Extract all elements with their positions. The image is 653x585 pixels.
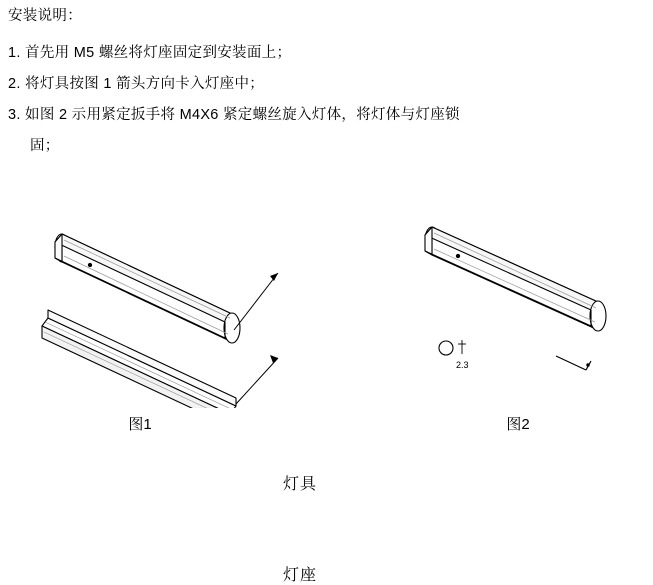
figure-2 — [390, 218, 640, 408]
step-3-number: 3. — [8, 107, 21, 123]
instruction-step-2 — [8, 69, 638, 100]
dimension-label: 2.3 — [456, 360, 469, 370]
step-2-text: 将灯具按图 1 箭头方向卡入灯座中； — [25, 76, 265, 92]
step-3-text: 如图 2 示用紧定扳手将 M4X6 紧定螺丝旋入灯体，将灯体与灯座锁 — [25, 107, 460, 123]
figure-1-caption: 图1 — [128, 416, 152, 433]
callout-base: 灯座 — [283, 567, 318, 584]
step-1-text: 首先用 M5 螺丝将灯座固定到安装面上； — [25, 45, 292, 61]
instructions-text-block — [8, 6, 638, 162]
leader-line-base — [236, 358, 278, 404]
figure-1-drawing — [20, 218, 360, 408]
step-2-number: 2. — [8, 76, 21, 92]
leader-line-lamp — [234, 273, 278, 330]
step-1-number: 1. — [8, 45, 21, 61]
figure-2-caption: 图2 — [506, 416, 530, 433]
leader-arrow-base — [270, 355, 278, 363]
instruction-step-3 — [8, 100, 628, 162]
figure-2-drawing — [390, 218, 640, 408]
figures-area — [0, 218, 653, 584]
leader-arrow-lamp — [270, 273, 278, 281]
figure-1 — [20, 218, 350, 408]
step-3-continuation: 固； — [30, 138, 60, 154]
instruction-step-1 — [8, 38, 638, 69]
callout-lamp: 灯具 — [283, 476, 318, 493]
page-title: 安装说明： — [8, 8, 82, 24]
